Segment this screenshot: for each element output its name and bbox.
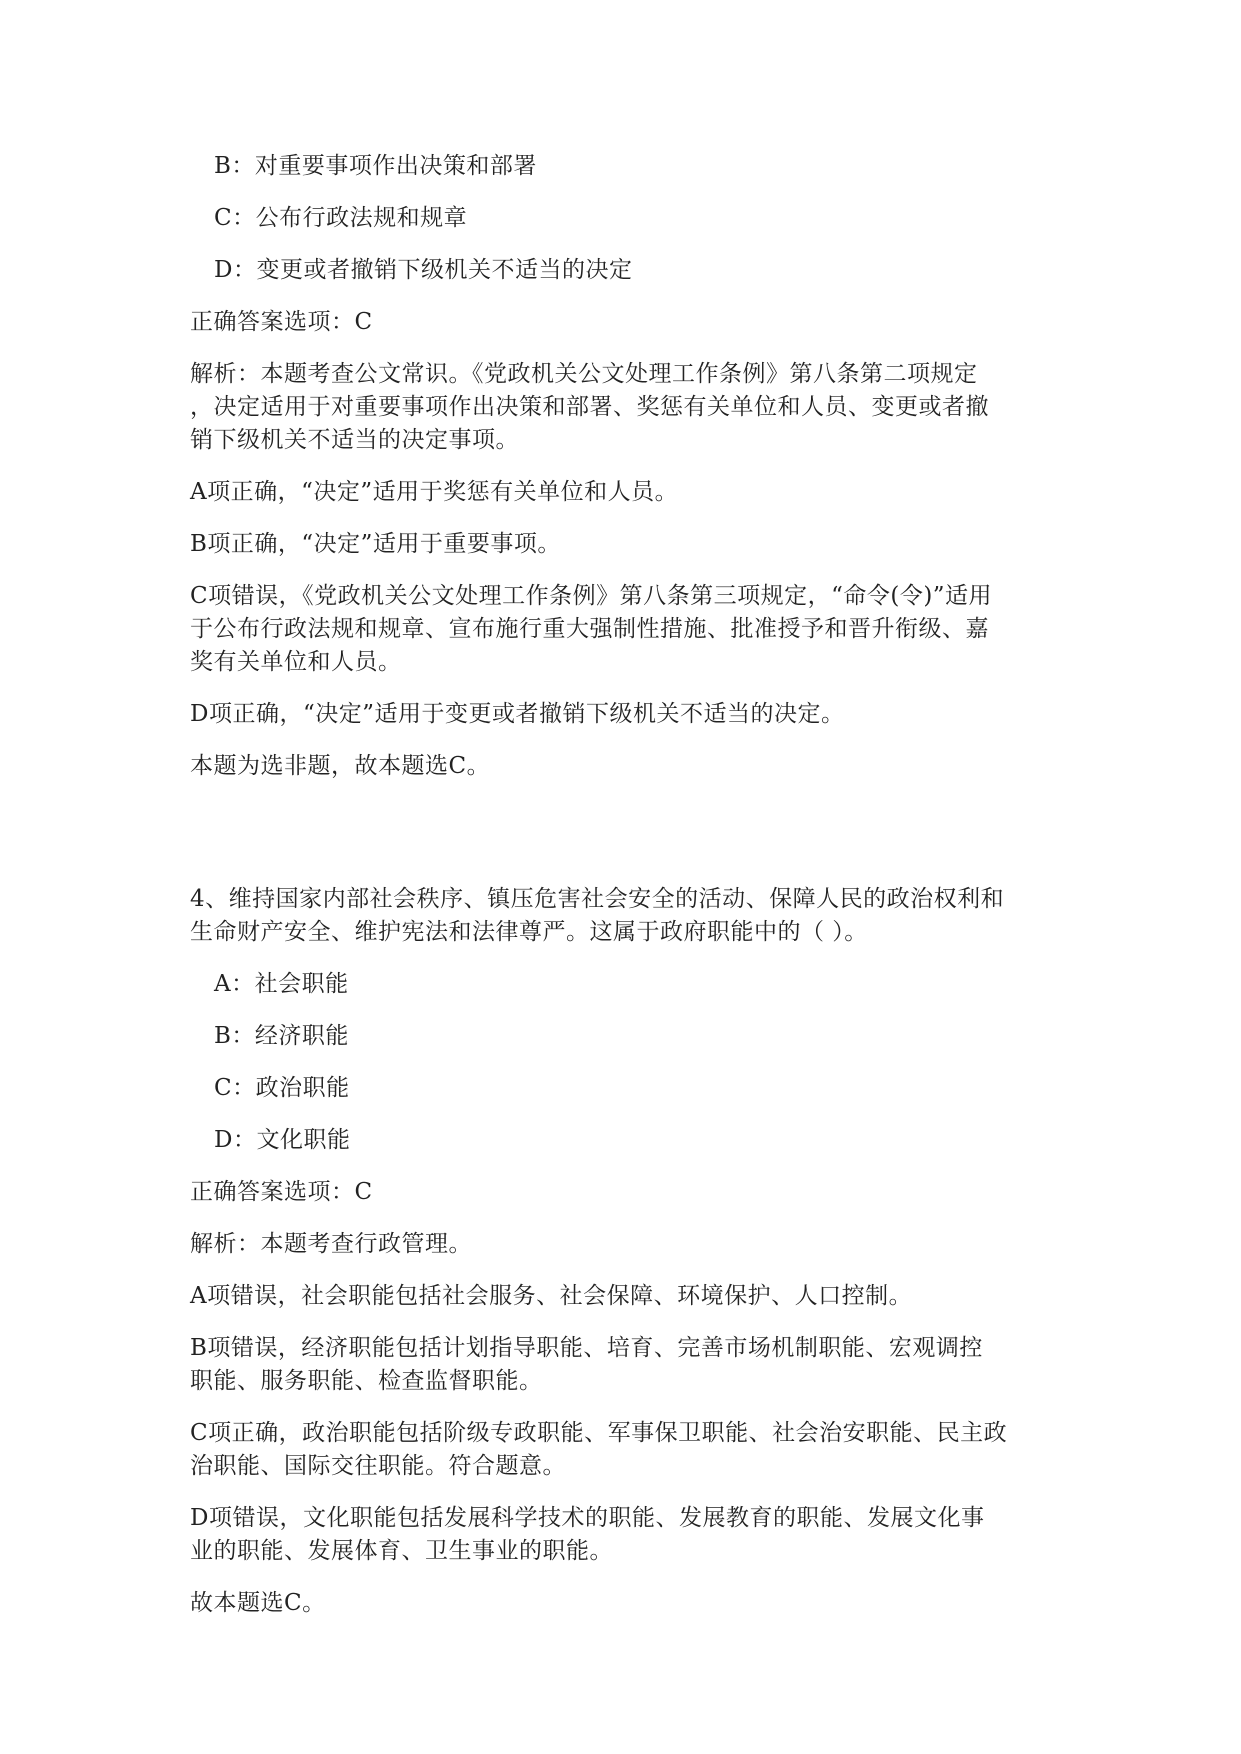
q4-b-item-line-2: 职能、服务职能、检查监督职能。 — [190, 1368, 543, 1394]
q3-c-item-line-2: 于公布行政法规和规章、宣布施行重大强制性措施、批准授予和晋升衔级、嘉 — [190, 616, 989, 642]
q3-answer: 正确答案选项：C — [190, 309, 373, 335]
q4-answer: 正确答案选项：C — [190, 1179, 373, 1205]
q3-conclusion: 本题为选非题，故本题选C。 — [190, 753, 491, 779]
q4-option-d: D：文化职能 — [214, 1127, 351, 1153]
q3-analysis-line-2: ，决定适用于对重要事项作出决策和部署、奖惩有关单位和人员、变更或者撤 — [190, 394, 989, 420]
q4-c-item-line-2: 治职能、国际交往职能。符合题意。 — [190, 1453, 566, 1479]
q4-a-item: A项错误，社会职能包括社会服务、社会保障、环境保护、人口控制。 — [190, 1283, 913, 1309]
q3-b-item: B项正确，“决定”适用于重要事项。 — [190, 531, 561, 557]
q4-conclusion: 故本题选C。 — [190, 1590, 326, 1616]
q4-d-item-line-1: D项错误，文化职能包括发展科学技术的职能、发展教育的职能、发展文化事 — [190, 1505, 985, 1531]
q3-a-item: A项正确，“决定”适用于奖惩有关单位和人员。 — [190, 479, 679, 505]
q3-option-d: D：变更或者撤销下级机关不适当的决定 — [214, 257, 633, 283]
q4-b-item-line-1: B项错误，经济职能包括计划指导职能、培育、完善市场机制职能、宏观调控 — [190, 1335, 983, 1361]
q3-d-item: D项正确，“决定”适用于变更或者撤销下级机关不适当的决定。 — [190, 701, 845, 727]
q3-option-c: C：公布行政法规和规章 — [214, 205, 468, 231]
q4-c-item-line-1: C项正确，政治职能包括阶级专政职能、军事保卫职能、社会治安职能、民主政 — [190, 1420, 1008, 1446]
q3-option-b: B：对重要事项作出决策和部署 — [214, 153, 537, 179]
q4-option-a: A：社会职能 — [214, 971, 349, 997]
q3-c-item-line-1: C项错误，《党政机关公文处理工作条例》第八条第三项规定，“命令(令)”适用 — [190, 583, 993, 609]
q3-analysis-line-1: 解析：本题考查公文常识。《党政机关公文处理工作条例》第八条第二项规定 — [190, 361, 978, 387]
q3-c-item-line-3: 奖有关单位和人员。 — [190, 649, 402, 675]
q4-question-line-2: 生命财产安全、维护宪法和法律尊严。这属于政府职能中的（ ）。 — [190, 919, 868, 945]
q4-option-c: C：政治职能 — [214, 1075, 350, 1101]
q4-analysis: 解析：本题考查行政管理。 — [190, 1231, 472, 1257]
q4-option-b: B：经济职能 — [214, 1023, 349, 1049]
q4-question-line-1: 4、维持国家内部社会秩序、镇压危害社会安全的活动、保障人民的政治权利和 — [190, 886, 1005, 912]
q4-d-item-line-2: 业的职能、发展体育、卫生事业的职能。 — [190, 1538, 613, 1564]
q3-analysis-line-3: 销下级机关不适当的决定事项。 — [190, 427, 519, 453]
